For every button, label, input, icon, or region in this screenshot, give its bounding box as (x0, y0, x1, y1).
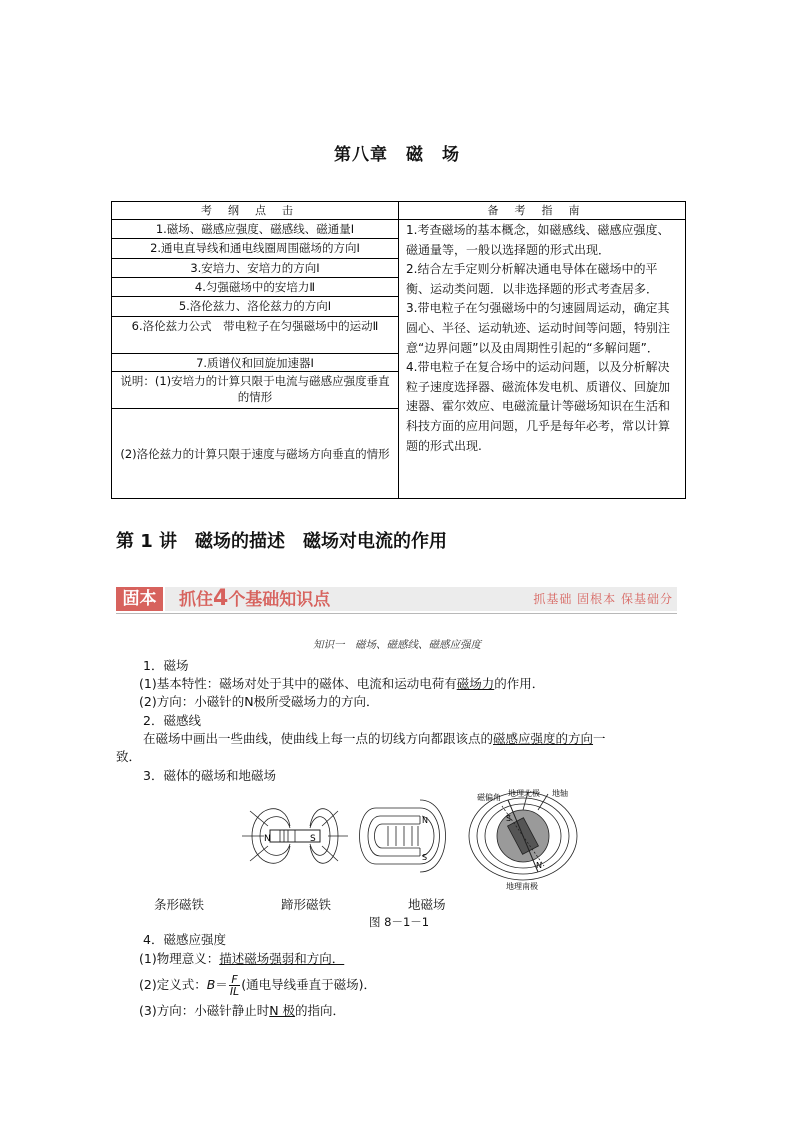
paragraph-line (139, 1002, 345, 1020)
text-span: 在磁场中画出一些曲线，使曲线上每一点的切线方向都跟该点的 (143, 731, 494, 746)
syllabus-header: 考纲点击 (112, 202, 398, 220)
banner-title-pre: 抓住 (179, 590, 213, 610)
underlined-term: 描述磁场强弱和方向． (219, 951, 345, 966)
banner-title-num: 4 (213, 586, 229, 611)
formula-fraction (229, 974, 240, 997)
figure-label: 磁偏角 (477, 793, 501, 802)
syllabus-row: 4.匀强磁场中的安培力Ⅱ (112, 278, 398, 297)
syllabus-table (111, 201, 686, 499)
syllabus-row: 5.洛伦兹力、洛伦兹力的方向Ⅰ (112, 297, 398, 317)
formula-variable: B (206, 977, 216, 992)
text-span: (通电导线垂直于磁场)． (241, 977, 376, 992)
text-span: (1)物理意义： (139, 951, 220, 966)
text-span: (3)方向：小磁针静止时 (139, 1003, 270, 1018)
syllabus-row: 6.洛伦兹力公式 带电粒子在匀强磁场中的运动Ⅱ (112, 317, 398, 354)
knowledge-heading: 知识一 磁场、磁感线、磁感应强度 (313, 639, 481, 651)
figure-label: 地理北极 (508, 789, 540, 798)
syllabus-note (112, 409, 398, 498)
text-span: 的指向． (295, 1003, 346, 1018)
guide-header: 备考指南 (398, 202, 685, 220)
text-span: (2)定义式： (139, 977, 207, 992)
syllabus-row: 7.质谱仪和回旋加速器Ⅰ (112, 354, 398, 372)
guide-list (406, 221, 677, 456)
paragraph-line: 致． (116, 749, 142, 764)
figure-caption: 蹄形磁铁 (281, 897, 332, 912)
underlined-term: 磁感应强度的方向 (493, 731, 594, 746)
pole-label: N (264, 834, 271, 844)
fraction-numerator: F (229, 974, 240, 986)
figure-label: 地理南极 (506, 882, 538, 891)
figure-number: 图 8－1－1 (369, 915, 430, 929)
pole-label: N (536, 861, 542, 870)
bar-magnet-diagram (242, 809, 348, 864)
syllabus-row: 2.通电直导线和通电线圈周围磁场的方向Ⅰ (112, 239, 398, 259)
pole-label: S (422, 853, 428, 862)
earth-magnetic-field-diagram (469, 792, 577, 880)
banner-divider (116, 613, 677, 614)
paragraph-line (139, 675, 544, 693)
figure-label: 地轴 (552, 789, 568, 798)
banner-tag: 固本 (116, 587, 163, 611)
syllabus-row: 3.安培力、安培力的方向Ⅰ (112, 259, 398, 278)
section-heading: 4．磁感应强度 (143, 932, 226, 947)
horseshoe-magnet-diagram (360, 800, 446, 872)
formula-line (139, 972, 376, 998)
section-heading: 1．磁场 (143, 658, 189, 673)
formula-equals: ＝ (215, 977, 228, 992)
syllabus-note: 说明：(1)安培力的计算只限于电流与磁感应强度垂直的情形 (112, 372, 398, 409)
paragraph-line: (2)方向：小磁针的N极所受磁场力的方向． (139, 694, 379, 709)
section-banner (116, 584, 677, 614)
figure-caption: 地磁场 (408, 897, 446, 912)
syllabus-note-text: (2)洛伦兹力的计算只限于速度与磁场方向垂直的情形 (120, 446, 390, 461)
chapter-title: 第八章 磁 场 (334, 145, 460, 165)
lecture-title: 第 1 讲 磁场的描述 磁场对电流的作用 (116, 531, 448, 552)
text-span: (1)基本特性：磁场对处于其中的磁体、电流和运动电荷有 (139, 676, 457, 691)
guide-item: 2.结合左手定则分析解决通电导体在磁场中的平衡、运动类问题．以非选择题的形式考查居多． (406, 262, 659, 296)
pole-label: N (422, 816, 428, 825)
fraction-denominator: IL (229, 985, 240, 998)
syllabus-column (112, 202, 399, 498)
guide-item: 4.带电粒子在复合场中的运动问题，以及分析解决粒子速度选择器、磁流体发电机、质谱仪、回旋加速器、霍尔效应、电磁流量计等磁场知识在生活和科技方面的应用问题，几乎是每年必考，常以计算题的形式出现. (406, 360, 671, 453)
guide-item: 3.带电粒子在匀强磁场中的匀速圆周运动，确定其圆心、半径、运动轨迹、运动时间等问题，特别注意“边界问题”以及由周期性引起的“多解问题”． (406, 301, 671, 355)
paragraph-line (143, 730, 606, 748)
pole-label: S (506, 814, 512, 823)
syllabus-row: 1.磁场、磁感应强度、磁感线、磁通量Ⅰ (112, 220, 398, 239)
guide-item: 1.考查磁场的基本概念，如磁感线、磁感应强度、磁通量等，一般以选择题的形式出现． (406, 223, 670, 257)
section-heading: 2．磁感线 (143, 713, 201, 728)
text-span: 的作用． (494, 676, 545, 691)
text-span: 一 (593, 731, 606, 746)
underlined-term: N 极 (269, 1003, 296, 1018)
magnetic-field-figure (240, 786, 585, 898)
banner-slogan: 抓基础 固根本 保基础分 (533, 592, 673, 606)
paragraph-line (139, 950, 344, 968)
guide-column (398, 202, 685, 498)
section-heading: 3．磁体的磁场和地磁场 (143, 768, 276, 783)
banner-title-post: 个基础知识点 (228, 590, 331, 610)
underlined-term: 磁场力 (456, 676, 495, 691)
pole-label: S (310, 834, 316, 844)
figure-caption: 条形磁铁 (154, 897, 205, 912)
banner-title (179, 587, 330, 612)
